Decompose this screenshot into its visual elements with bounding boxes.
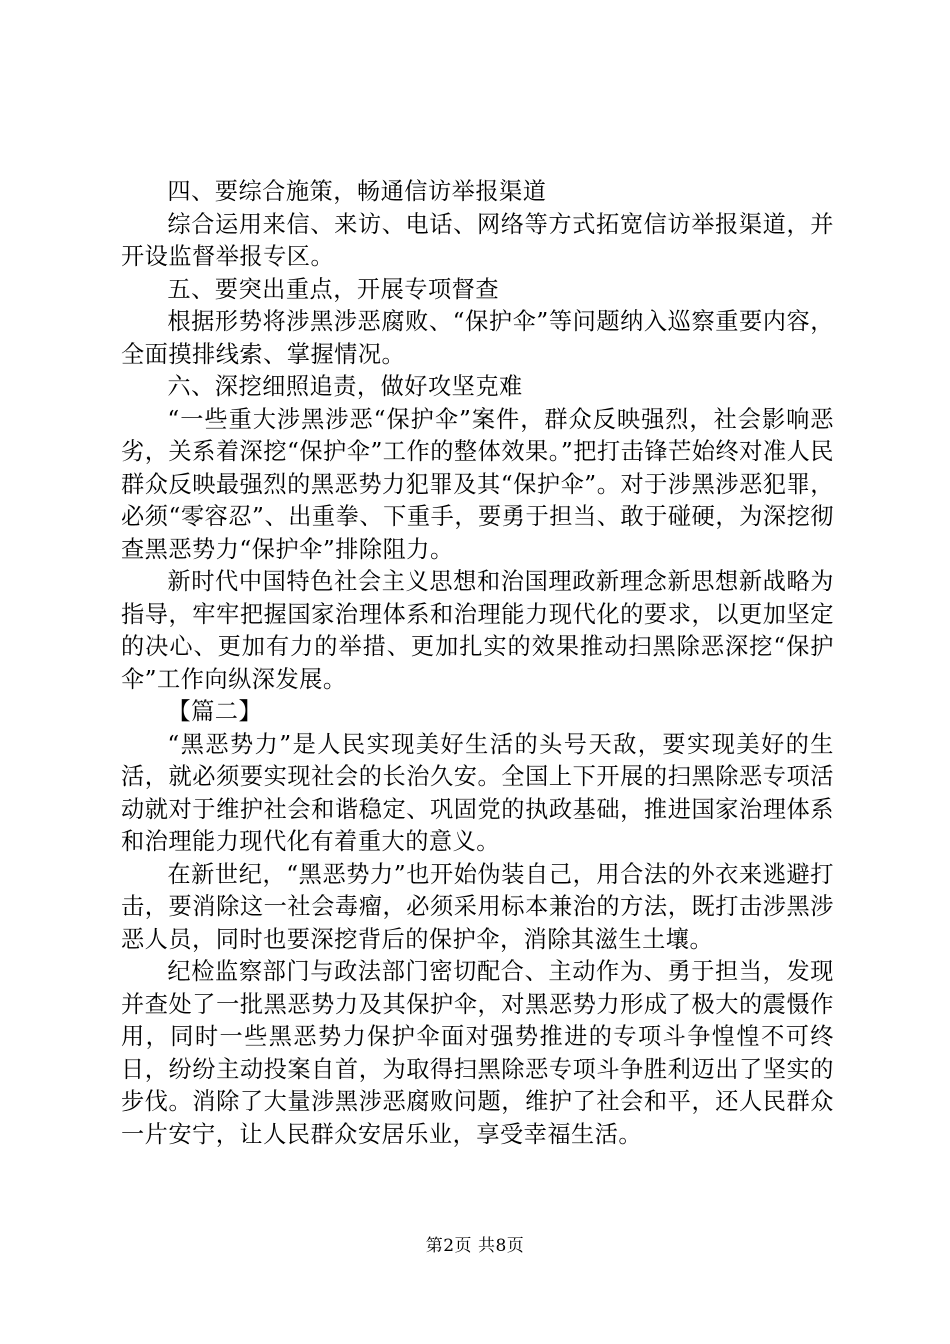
page-footer: 第2页 共8页	[425, 1236, 525, 1256]
paragraph: 在新世纪，“黑恶势力”也开始伪装自己，用合法的外衣来逃避打击，要消除这一社会毒瘤，必须采用标本兼治的方法，既打击涉黑涉恶人员，同时也要深挖背后的保护伞，消除其滋生土壤。	[121, 860, 834, 953]
document-body	[121, 176, 834, 1151]
section-heading-5: 五、要突出重点，开展专项督查	[167, 275, 500, 303]
paragraph: “一些重大涉黑涉恶“保护伞”案件，群众反映强烈，社会影响恶劣，关系着深挖“保护伞”工作的整体效果。”把打击锋芒始终对准人民群众反映最强烈的黑恶势力犯罪及其“保护伞”。对于涉黑涉恶犯罪，必须“零容忍”、出重拳、下重手，要勇于担当、敢于碰硬，为深挖彻查黑恶势力“保护伞”排除阻力。	[121, 405, 834, 563]
paragraph: 纪检监察部门与政法部门密切配合、主动作为、勇于担当，发现并查处了一批黑恶势力及其保护伞，对黑恶势力形成了极大的震慑作用，同时一些黑恶势力保护伞面对强势推进的专项斗争惶惶不可终日，纷纷主动投案自首，为取得扫黑除恶专项斗争胜利迈出了坚实的步伐。消除了大量涉黑涉恶腐败问题，维护了社会和平，还人民群众一片安宁，让人民群众安居乐业，享受幸福生活。	[121, 958, 834, 1148]
section-heading-6: 六、深挖细照追责，做好攻坚克难	[167, 373, 523, 400]
paragraph: 新时代中国特色社会主义思想和治国理政新理念新思想新战略为指导，牢牢把握国家治理体系和治理能力现代化的要求，以更加坚定的决心、更加有力的举措、更加扎实的效果推动扫黑除恶深挖“保护伞”工作向纵深发展。	[121, 568, 834, 693]
part-heading: 【篇二】	[167, 698, 263, 725]
paragraph: “黑恶势力”是人民实现美好生活的头号天敌，要实现美好的生活，就必须要实现社会的长治久安。全国上下开展的扫黑除恶专项活动就对于维护社会和谐稳定、巩固党的执政基础，推进国家治理体系和治理能力现代化有着重大的意义。	[121, 730, 834, 855]
section-heading-4: 四、要综合施策，畅通信访举报渠道	[167, 178, 547, 205]
paragraph: 综合运用来信、来访、电话、网络等方式拓宽信访举报渠道，并开设监督举报专区。	[121, 210, 834, 270]
paragraph: 根据形势将涉黑涉恶腐败、“保护伞”等问题纳入巡察重要内容，全面摸排线索、掌握情况。	[121, 308, 834, 368]
